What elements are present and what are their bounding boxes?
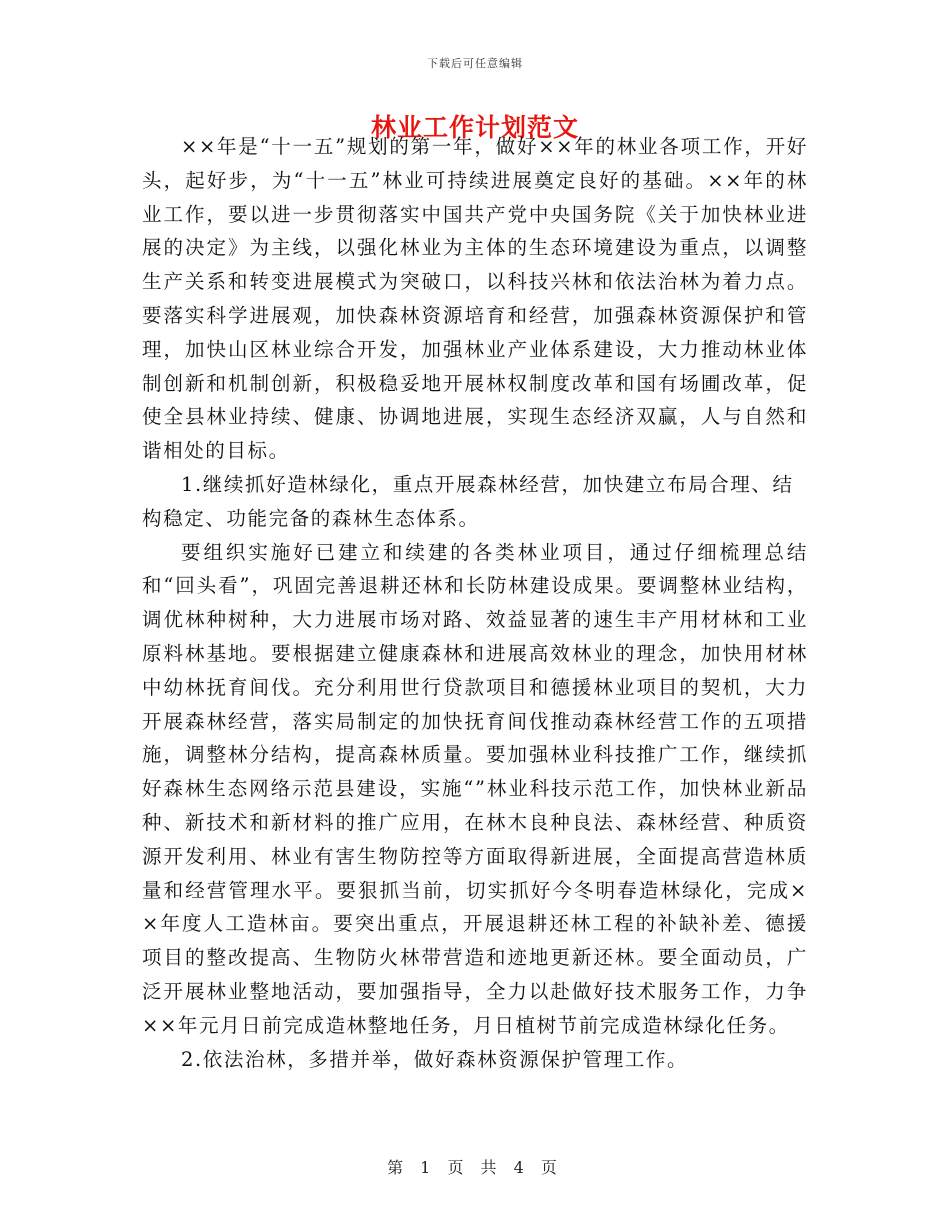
header-note: 下载后可任意编辑 xyxy=(427,57,523,70)
document-title: 林业工作计划范文 xyxy=(370,113,579,142)
section-heading-2: 2.依法治林，多措并举，做好森林资源保护管理工作。 xyxy=(181,1047,689,1071)
intro-paragraph: ××年是“十一五”规划的第一年，做好××年的林业各项工作，开好头，起好步，为“十一五”林业可持续进展奠定良好的基础。××年的林业工作，要以进一步贯彻落实中国共产党中央国务院《关于加快林业进展的决定》为主线，以强化林业为主体的生态环境建设为重点，以调整生产关系和转变进展模式为突破口，以科技兴林和依法治林为着力点。要落实科学进展观，加快森林资源培育和经营，加强森林资源保护和管理，加快山区林业综合开发，加强林业产业体系建设，大力推动林业体制创新和机制创新，积极稳妥地开展林权制度改革和国有场圃改革，促使全县林业持续、健康、协调地进展，实现生态经济双赢，人与自然和谐相处的目标。 xyxy=(142,135,808,463)
page-footer: 第 1 页 共 4 页 xyxy=(387,1158,563,1177)
section-heading-1: 1.继续抓好造林绿化，重点开展森林经营，加快建立布局合理、结构稳定、功能完备的森林生态体系。 xyxy=(142,472,794,530)
document-body xyxy=(142,130,808,1076)
section-1-paragraph: 要组织实施好已建立和续建的各类林业项目，通过仔细梳理总结和“回头看”，巩固完善退耕还林和长防林建设成果。要调整林业结构，调优林种树种，大力进展市场对路、效益显著的速生丰产用材林和工业原料林基地。要根据建立健康森林和进展高效林业的理念，加快用材林中幼林抚育间伐。充分利用世行贷款项目和德援林业项目的契机，大力开展森林经营，落实局制定的加快抚育间伐推动森林经营工作的五项措施，调整林分结构，提高森林质量。要加强林业科技推广工作，继续抓好森林生态网络示范县建设，实施“”林业科技示范工作，加快林业新品种、新技术和新材料的推广应用，在林木良种良法、森林经营、种质资源开发利用、林业有害生物防控等方面取得新进展，全面提高营造林质量和经营管理水平。要狠抓当前，切实抓好今冬明春造林绿化，完成××年度人工造林亩。要突出重点，开展退耕还林工程的补缺补差、德援项目的整改提高、生物防火林带营造和迹地更新还林。要全面动员，广泛开展林业整地活动，要加强指导，全力以赴做好技术服务工作，力争××年元月日前完成造林整地任务，月日植树节前完成造林绿化任务。 xyxy=(142,540,808,1037)
